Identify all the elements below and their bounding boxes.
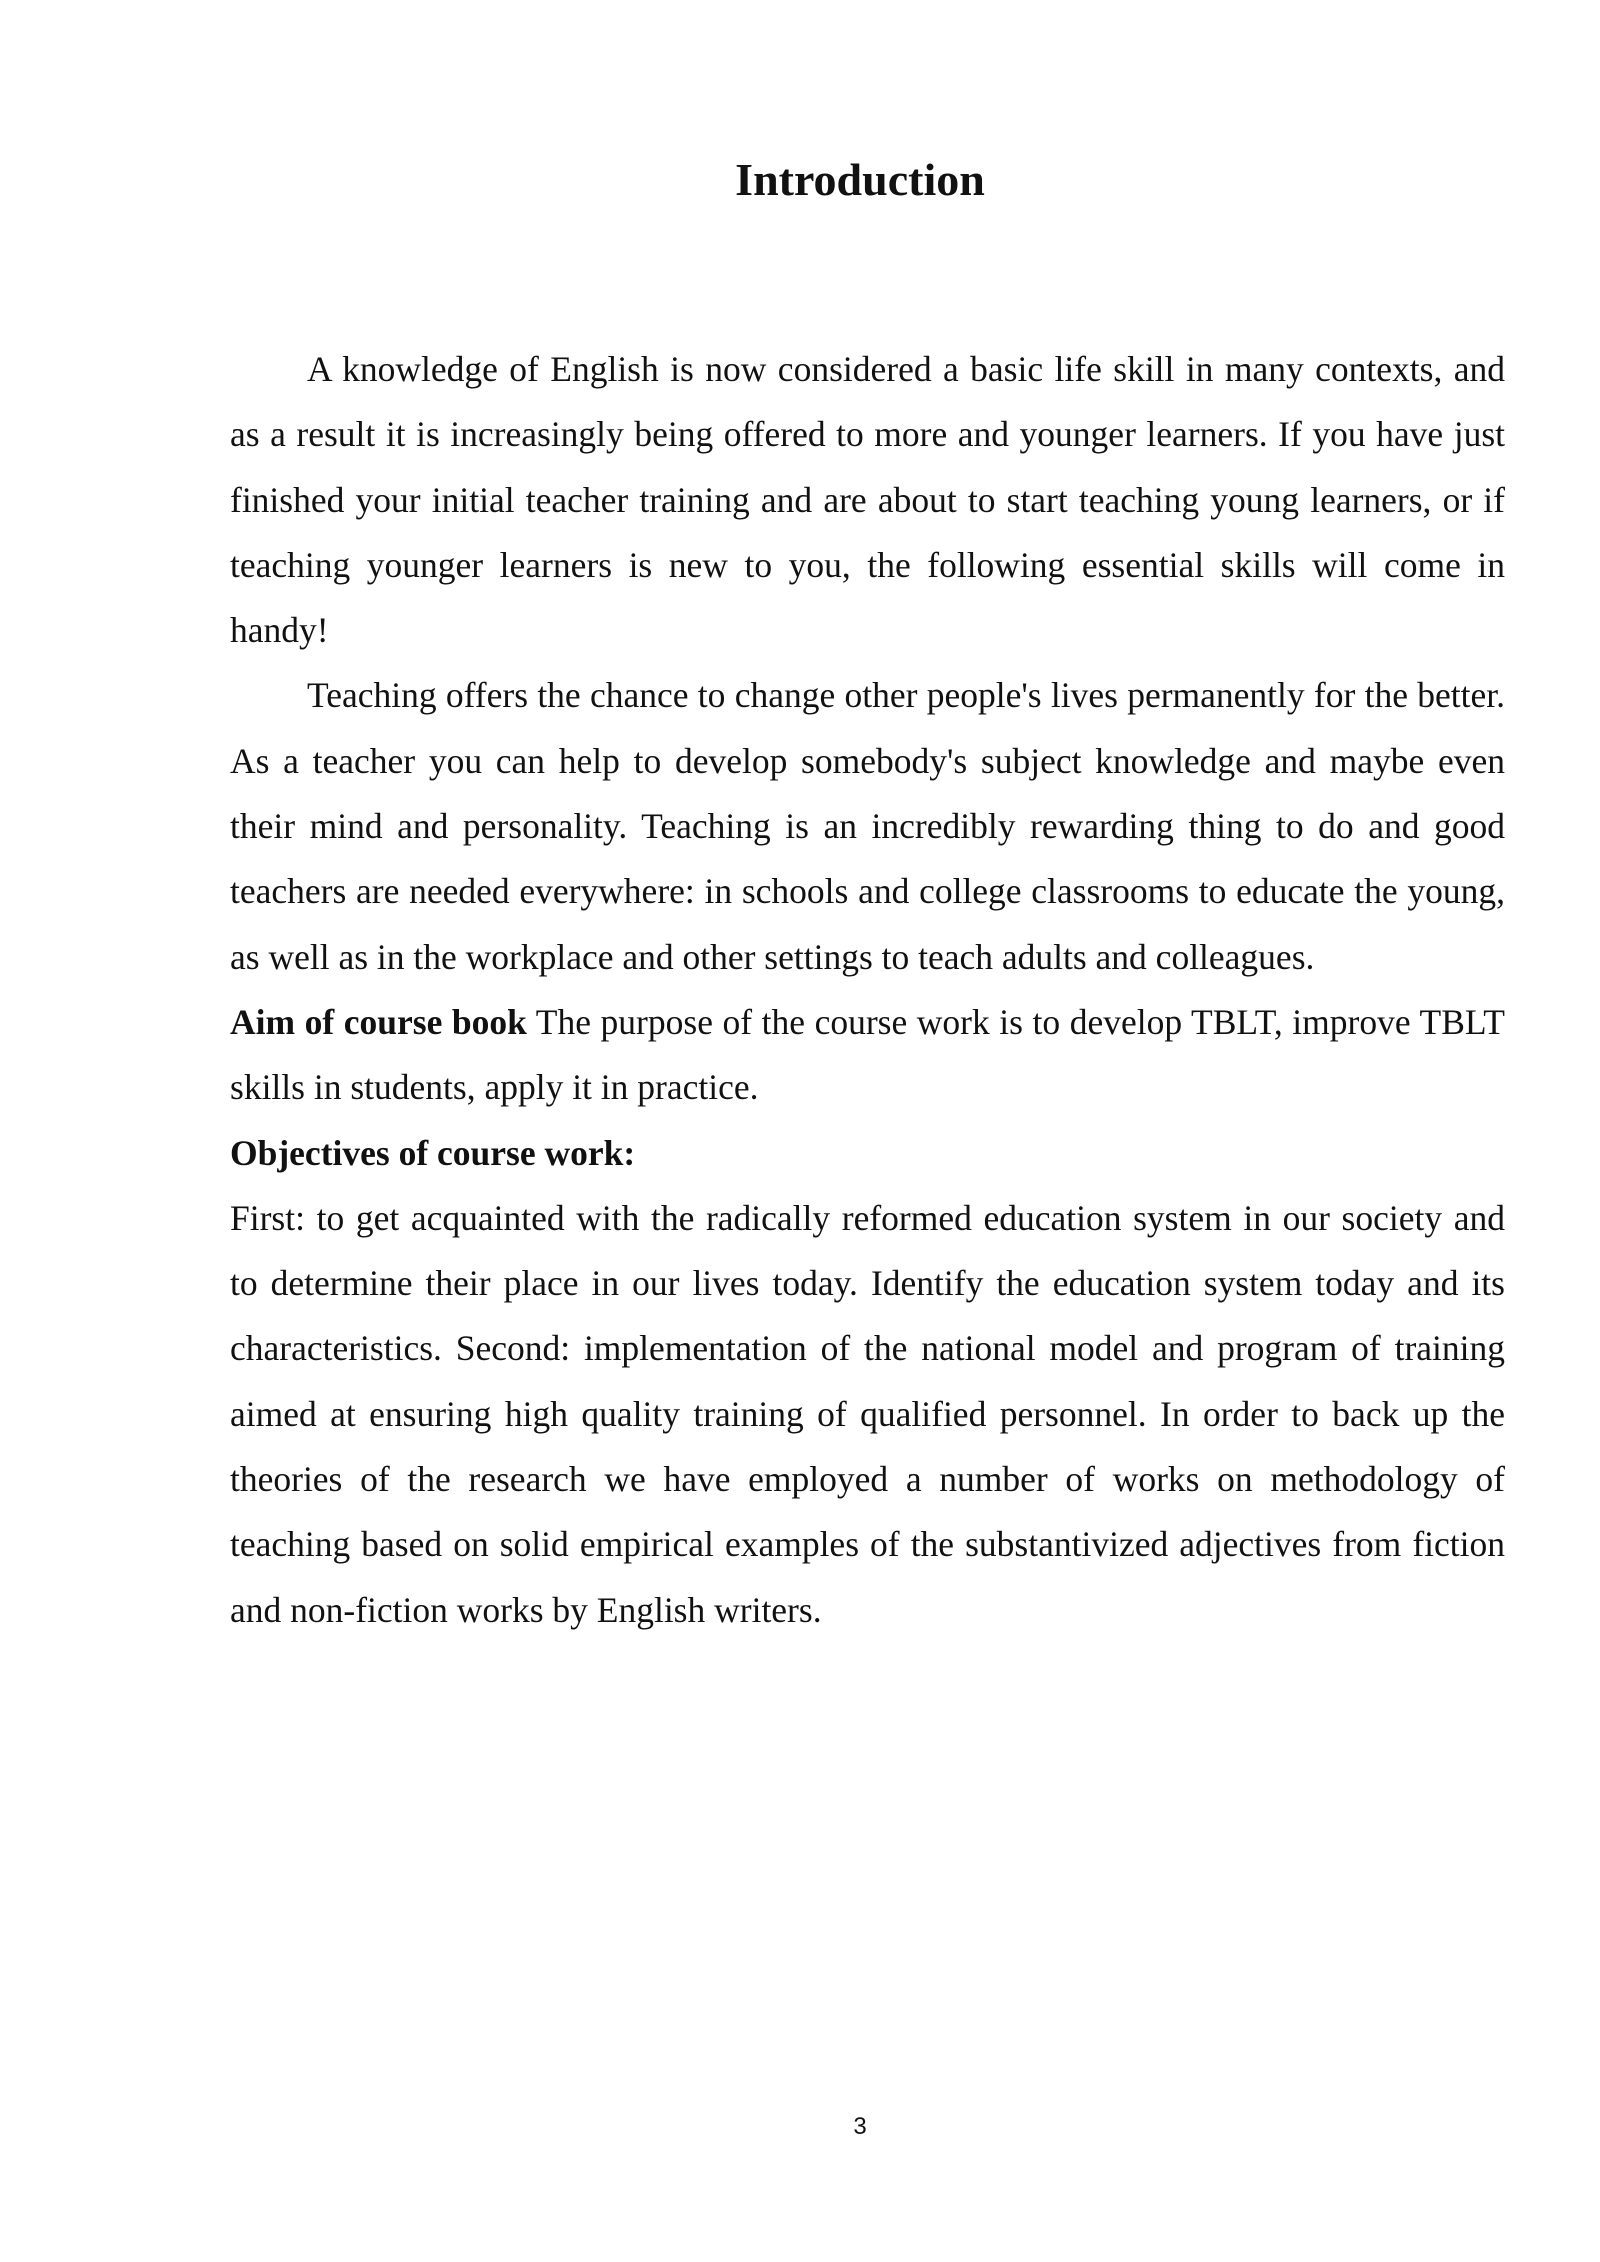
intro-paragraph-2: Teaching offers the chance to change other people's lives permanently for the better. As a teacher you can help to develop somebody's subject knowledge and maybe even their mind and personality. Teaching is an incredibly rewarding thing to do and good teachers are needed everywhere: in schools and college classrooms to educate the young, as well as in the workplace and other settings to teach adults and colleagues. bbox=[230, 675, 1505, 977]
objectives-paragraph: First: to get acquainted with the radically reformed education system in our society and to determine their place in our lives today. Identify the education system today and its characteristics. Second: implementation of the national model and program of training aimed at ensuring high quality training of qualified personnel. In order to back up the theories of the research we have employed a number of works on methodology of teaching based on solid empirical examples of the substantivized adjectives from fiction and non-fiction works by English writers. bbox=[230, 1197, 1505, 1630]
page-number: 3 bbox=[853, 2113, 867, 2140]
document-body bbox=[230, 337, 1505, 1643]
page-title: Introduction bbox=[735, 154, 985, 205]
intro-paragraph-1: A knowledge of English is now considered a basic life skill in many contexts, and as a result it is increasingly being offered to more and younger learners. If you have just finished your initial teacher training and are about to start teaching young learners, or if teaching younger learners is new to you, the following essential skills will come in handy! bbox=[230, 349, 1505, 651]
aim-label: Aim of course book bbox=[230, 1001, 527, 1042]
aim-paragraph bbox=[230, 990, 1505, 1121]
aim-text: The purpose of the course work is to develop TBLT, improve TBLT skills in students, apply it in practice. bbox=[230, 1001, 1505, 1108]
objectives-heading: Objectives of course work: bbox=[230, 1132, 636, 1173]
